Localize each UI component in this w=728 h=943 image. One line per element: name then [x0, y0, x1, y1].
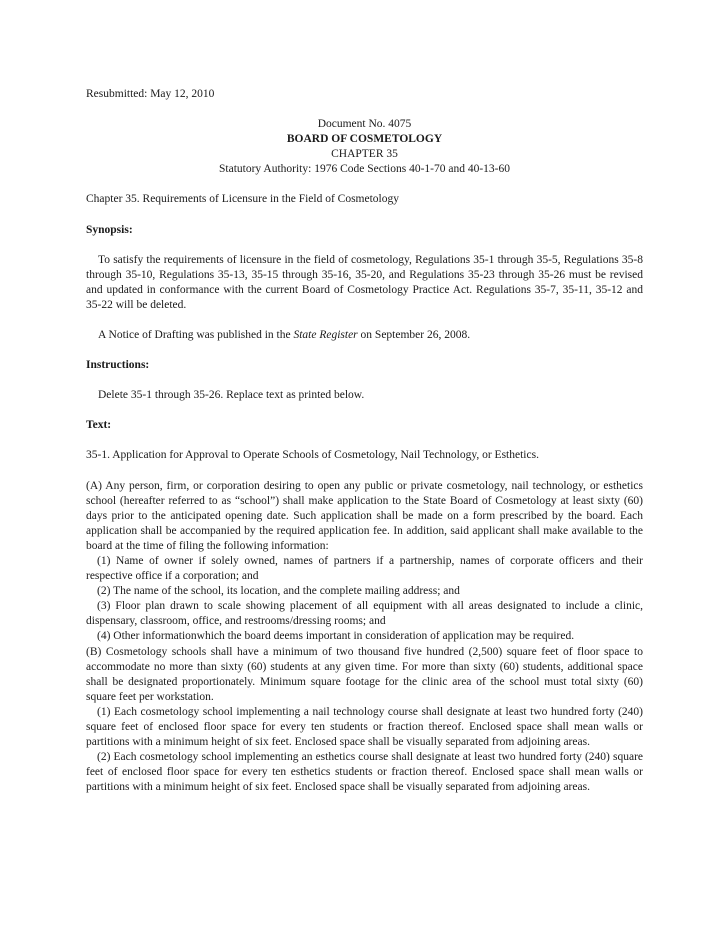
board-name: BOARD OF COSMETOLOGY	[286, 133, 443, 146]
notice-text-after: on September 26, 2008.	[357, 329, 471, 342]
paragraph-b: (B) Cosmetology schools shall have a minimum of two thousand five hundred (2,500) square feet of floor space to accommodate no more than sixty (60) students at any given time. For more than sixty (60) students, additional space shall be designated proportionately. Minimum square footage for the clinic area of the school must total sixty (60) square feet per workstation.	[86, 645, 643, 703]
notice-of-drafting	[86, 328, 643, 343]
instructions-heading: Instructions:	[86, 359, 150, 372]
instructions-text: Delete 35-1 through 35-26. Replace text as printed below.	[98, 389, 365, 402]
document-page	[86, 87, 643, 795]
synopsis-heading: Synopsis:	[86, 223, 133, 236]
paragraph-a-item-4: (4) Other informationwhich the board deems important in consideration of application may be required.	[97, 630, 575, 643]
statutory-authority: Statutory Authority: 1976 Code Sections 40-1-70 and 40-13-60	[219, 163, 510, 176]
paragraph-a: (A) Any person, firm, or corporation desiring to open any public or private cosmetology, nail technology, or esthetics school (hereafter referred to as “school”) shall make application to the State Board of Cosmetology at least sixty (60) days prior to the anticipated opening date. Such application shall be made on a form prescribed by the board. Each application shall be accompanied by the required application fee. In addition, said applicant shall make available to the board at the time of filing the following information:	[86, 479, 643, 552]
synopsis-paragraph: To satisfy the requirements of licensure in the field of cosmetology, Regulations 35-1 through 35-5, Regulations 35-8 through 35-10, Regulations 35-13, 35-15 through 35-16, 35-20, and Regulations 35-23 through 35-26 must be revised and updated in conformance with the current Board of Cosmetology Practice Act. Regulations 35-7, 35-11, 35-12 and 35-22 will be deleted.	[86, 253, 643, 311]
paragraph-a-item-2: (2) The name of the school, its location, and the complete mailing address; and	[97, 585, 460, 598]
chapter-number: CHAPTER 35	[331, 148, 398, 161]
text-heading: Text:	[86, 419, 112, 432]
paragraph-b-item-1: (1) Each cosmetology school implementing a nail technology course shall designate at least two hundred forty (240) square feet of enclosed floor space for every ten students or fraction thereof. Enclosed space shall mean walls or partitions with a minimum height of six feet. Enclosed space shall be visually separated from adjoining areas.	[86, 705, 643, 749]
document-header	[86, 117, 643, 177]
paragraph-b-item-2: (2) Each cosmetology school implementing an esthetics course shall designate at least two hundred forty (240) square feet of enclosed floor space for every ten esthetics students or fraction thereof. Enclosed space shall mean walls or partitions with a minimum height of six feet. Enclosed space shall be visually separated from adjoining areas.	[86, 751, 643, 794]
notice-text-before: A Notice of Drafting was published in the	[98, 329, 294, 342]
paragraph-a-item-1: (1) Name of owner if solely owned, names of partners if a partnership, names of corporate officers and their respective office if a corporation; and	[86, 554, 643, 583]
state-register-title: State Register	[293, 329, 358, 342]
chapter-title: Chapter 35. Requirements of Licensure in the Field of Cosmetology	[86, 193, 399, 206]
document-number: Document No. 4075	[317, 118, 412, 131]
paragraph-a-item-3: (3) Floor plan drawn to scale showing placement of all equipment with all areas designated to include a clinic, dispensary, classroom, office, and restrooms/dressing rooms; and	[86, 600, 643, 628]
resubmitted-date: Resubmitted: May 12, 2010	[86, 88, 215, 100]
regulation-title: 35-1. Application for Approval to Operate Schools of Cosmetology, Nail Technology, or Esthetics.	[86, 449, 539, 462]
